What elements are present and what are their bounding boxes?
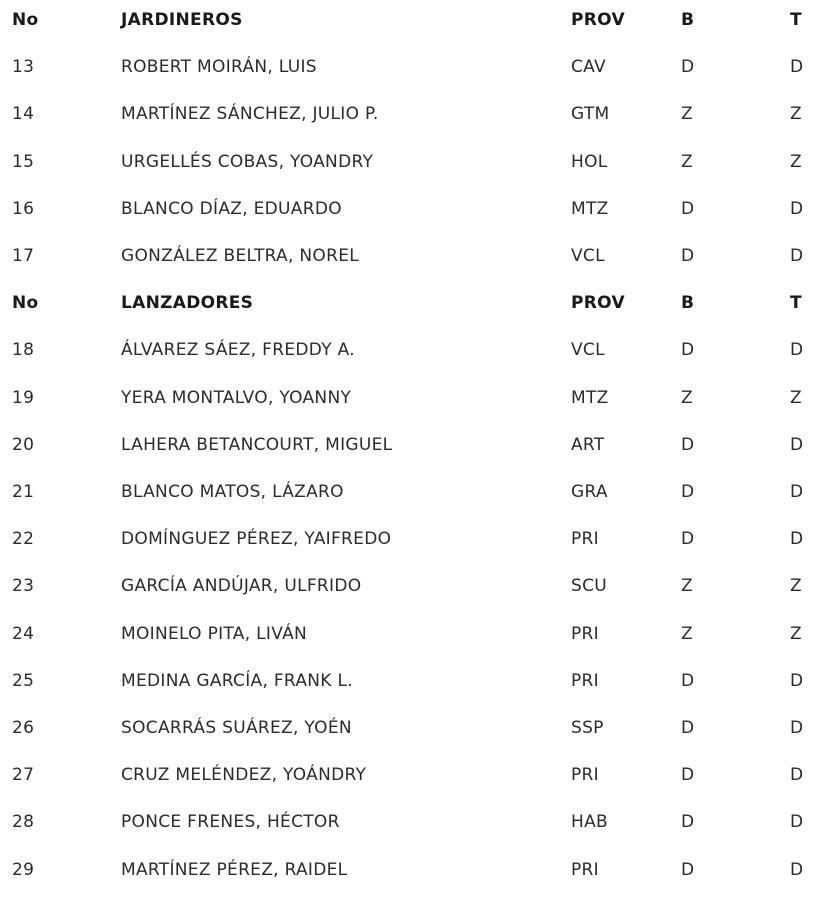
player-throws: D (790, 812, 804, 833)
player-bats: D (681, 529, 695, 550)
player-province: PRI (571, 859, 599, 880)
player-name: ROBERT MOIRÁN, LUIS (121, 57, 317, 78)
player-name: MARTÍNEZ PÉREZ, RAIDEL (121, 859, 348, 880)
player-throws: D (790, 57, 804, 78)
player-row (0, 611, 838, 658)
player-bats: Z (681, 387, 693, 408)
header-section-title: LANZADORES (121, 293, 254, 314)
player-number: 13 (12, 57, 35, 78)
player-bats: D (681, 482, 695, 502)
player-name: BLANCO DÍAZ, EDUARDO (121, 198, 342, 219)
player-throws: D (790, 765, 804, 786)
player-throws: D (790, 482, 804, 502)
player-row (0, 799, 838, 846)
player-name: CRUZ MELÉNDEZ, YOÁNDRY (121, 765, 367, 786)
player-name: MEDINA GARCÍA, FRANK L. (121, 670, 353, 691)
player-row (0, 422, 838, 469)
player-bats: D (681, 434, 695, 455)
player-province: VCL (571, 340, 605, 361)
player-row (0, 91, 838, 138)
section-header-row (0, 0, 838, 44)
player-bats: D (681, 246, 695, 266)
player-name: ÁLVAREZ SÁEZ, FREDDY A. (121, 340, 355, 361)
player-throws: Z (790, 151, 802, 172)
player-row (0, 752, 838, 799)
player-province: PRI (571, 670, 599, 691)
player-name: BLANCO MATOS, LÁZARO (121, 482, 344, 502)
player-province: PRI (571, 529, 599, 550)
player-name: SOCARRÁS SUÁREZ, YOÉN (121, 718, 352, 738)
player-bats: Z (681, 104, 693, 125)
player-number: 16 (12, 198, 35, 219)
player-bats: Z (681, 151, 693, 172)
player-throws: Z (790, 104, 802, 125)
player-number: 22 (12, 529, 35, 550)
player-number: 17 (12, 246, 35, 266)
player-number: 21 (12, 482, 35, 502)
player-row (0, 139, 838, 186)
player-throws: Z (790, 623, 802, 644)
header-no: No (12, 293, 39, 314)
player-name: GONZÁLEZ BELTRA, NOREL (121, 246, 360, 266)
player-province: HAB (571, 812, 608, 833)
player-province: GRA (571, 482, 608, 502)
player-name: MARTÍNEZ SÁNCHEZ, JULIO P. (121, 104, 379, 125)
player-province: CAV (571, 57, 606, 78)
player-bats: D (681, 198, 695, 219)
player-number: 19 (12, 387, 35, 408)
player-bats: D (681, 670, 695, 691)
player-bats: Z (681, 576, 693, 597)
player-name: GARCÍA ANDÚJAR, ULFRIDO (121, 576, 362, 597)
header-no: No (12, 10, 39, 30)
player-throws: Z (790, 576, 802, 597)
player-number: 26 (12, 718, 35, 738)
player-province: PRI (571, 765, 599, 786)
player-row (0, 233, 838, 280)
player-throws: Z (790, 387, 802, 408)
player-number: 29 (12, 859, 35, 880)
header-prov: PROV (571, 10, 625, 30)
player-throws: D (790, 529, 804, 550)
player-province: HOL (571, 151, 608, 172)
section-header-row (0, 280, 838, 327)
player-bats: D (681, 340, 695, 361)
player-row (0, 327, 838, 374)
player-bats: D (681, 765, 695, 786)
player-bats: D (681, 718, 695, 738)
player-province: PRI (571, 623, 599, 644)
player-bats: D (681, 812, 695, 833)
player-province: SCU (571, 576, 608, 597)
player-row (0, 516, 838, 563)
player-number: 27 (12, 765, 35, 786)
player-number: 25 (12, 670, 35, 691)
header-t: T (790, 293, 802, 314)
player-province: SSP (571, 718, 604, 738)
header-b: B (681, 10, 695, 30)
player-throws: D (790, 859, 804, 880)
player-throws: D (790, 670, 804, 691)
header-section-title: JARDINEROS (121, 10, 243, 30)
player-name: MOINELO PITA, LIVÁN (121, 623, 308, 644)
player-throws: D (790, 434, 804, 455)
player-name: DOMÍNGUEZ PÉREZ, YAIFREDO (121, 529, 392, 550)
player-number: 28 (12, 812, 35, 833)
player-throws: D (790, 340, 804, 361)
player-number: 18 (12, 340, 35, 361)
player-number: 14 (12, 104, 35, 125)
header-prov: PROV (571, 293, 625, 314)
player-number: 20 (12, 434, 35, 455)
player-bats: Z (681, 623, 693, 644)
player-name: YERA MONTALVO, YOANNY (121, 387, 352, 408)
player-row (0, 375, 838, 422)
player-province: ART (571, 434, 605, 455)
player-province: MTZ (571, 198, 609, 219)
player-name: URGELLÉS COBAS, YOANDRY (121, 151, 374, 172)
player-throws: D (790, 198, 804, 219)
player-row (0, 44, 838, 91)
player-name: PONCE FRENES, HÉCTOR (121, 812, 340, 833)
player-row (0, 469, 838, 516)
player-name: LAHERA BETANCOURT, MIGUEL (121, 434, 393, 455)
player-row (0, 186, 838, 233)
player-number: 24 (12, 623, 35, 644)
header-b: B (681, 293, 695, 314)
player-throws: D (790, 246, 804, 266)
player-bats: D (681, 859, 695, 880)
player-number: 23 (12, 576, 35, 597)
player-province: MTZ (571, 387, 609, 408)
header-t: T (790, 10, 802, 30)
player-row (0, 658, 838, 705)
player-bats: D (681, 57, 695, 78)
player-throws: D (790, 718, 804, 738)
player-province: VCL (571, 246, 605, 266)
player-row (0, 705, 838, 752)
player-row (0, 847, 838, 894)
player-number: 15 (12, 151, 35, 172)
player-row (0, 563, 838, 610)
player-province: GTM (571, 104, 610, 125)
